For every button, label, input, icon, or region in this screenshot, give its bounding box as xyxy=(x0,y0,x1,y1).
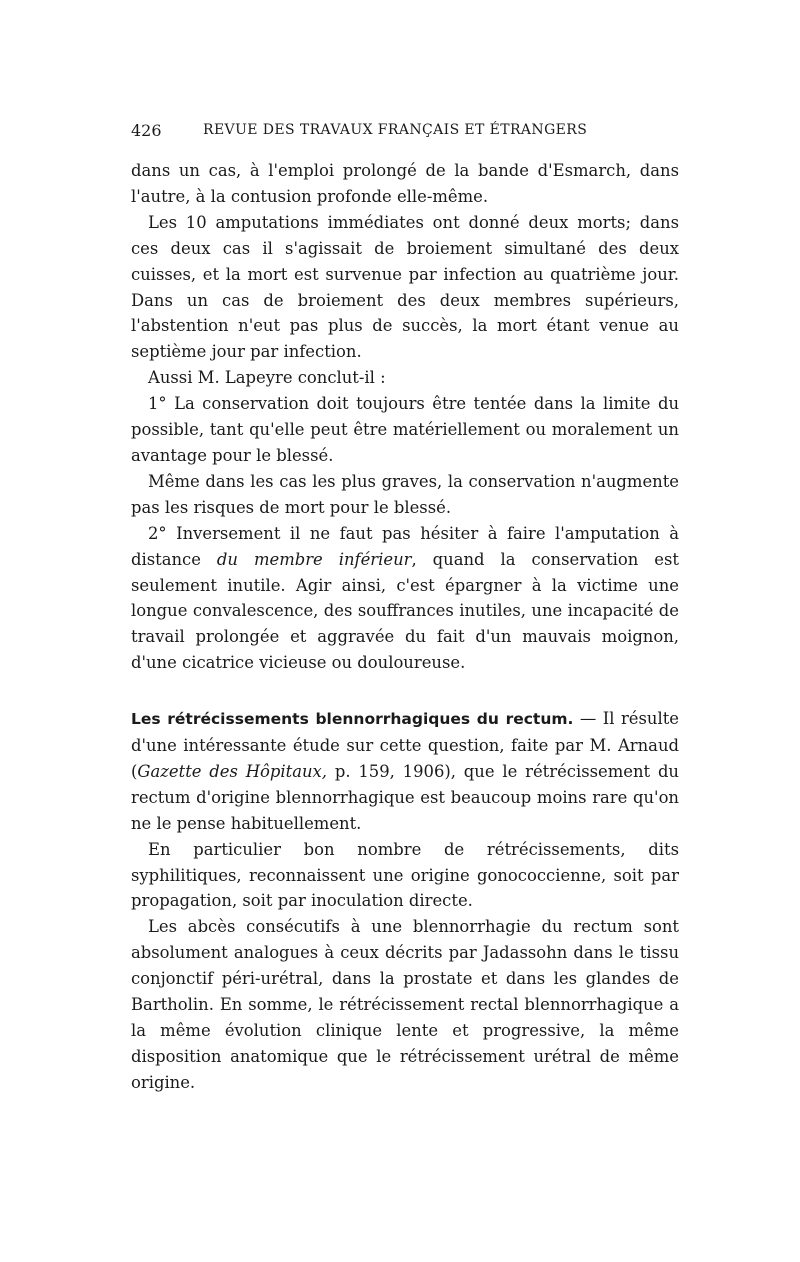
text-run: — Il résulte d'une intéressante étude sur cette question, faite par M. Arnaud ( xyxy=(131,709,679,781)
paragraph xyxy=(131,521,679,676)
italic-text: Gazette des Hôpitaux, xyxy=(137,761,327,781)
page-number: 426 xyxy=(131,121,162,140)
section-heading: Les rétrécissements blennorrhagiques du rectum. xyxy=(131,710,574,729)
paragraph: En particulier bon nombre de rétrécissements, dits syphilitiques, reconnaissent une origine gonococcienne, soit par propagation, soit par inoculation directe. xyxy=(131,839,679,911)
text-run: p. 159, 1906), que le rétrécissement du rectum d'origine blennorrhagique est beaucoup moins rare qu'on ne le pense habituellement. xyxy=(131,761,679,833)
paragraph xyxy=(131,706,679,837)
running-title: REVUE DES TRAVAUX FRANÇAIS ET ÉTRANGERS xyxy=(203,122,588,138)
paragraph: Les abcès consécutifs à une blennorrhagie du rectum sont absolument analogues à ceux décrits par Jadassohn dans le tissu conjonctif péri-urétral, dans la prostate et dans les glandes de Bartholin. En somme, le rétrécissement rectal blennorrhagique a la même évolution clinique lente et progressive, la même disposition anatomique que le rétrécissement urétral de même origine. xyxy=(131,917,679,1092)
text-run: 2° Inversement il ne faut pas hésiter à faire l'amputation à distance xyxy=(131,523,679,569)
section-gap xyxy=(131,676,679,706)
italic-text: du membre inférieur xyxy=(216,549,412,569)
paragraph: Aussi M. Lapeyre conclut-il : xyxy=(148,368,386,388)
paragraph: Les 10 amputations immédiates ont donné deux morts; dans ces deux cas il s'agissait de broiement simultané des deux cuisses, et la mort est survenue par infection au quatrième jour. Dans un cas de broiement des deux membres supérieurs, l'abstention n'eut pas plus de succès, la mort étant venue au septième jour par infection. xyxy=(131,212,679,362)
paragraph: Même dans les cas les plus graves, la conservation n'augmente pas les risques de mort pour le blessé. xyxy=(131,471,679,517)
paragraph: 1° La conservation doit toujours être tentée dans la limite du possible, tant qu'elle peut être matériellement ou moralement un avantage pour le blessé. xyxy=(131,394,679,465)
body-text xyxy=(131,158,679,1096)
paragraph: dans un cas, à l'emploi prolongé de la bande d'Esmarch, dans l'autre, à la contusion profonde elle-même. xyxy=(131,161,679,206)
text-run: , quand la conservation est seulement inutile. Agir ainsi, c'est épargner à la victime une longue convalescence, des souffrances inutiles, une incapacité de travail prolongée et aggravée du fait d'un mauvais moignon, d'une cicatrice vicieuse ou douloureuse. xyxy=(131,549,679,673)
running-header xyxy=(131,121,679,141)
